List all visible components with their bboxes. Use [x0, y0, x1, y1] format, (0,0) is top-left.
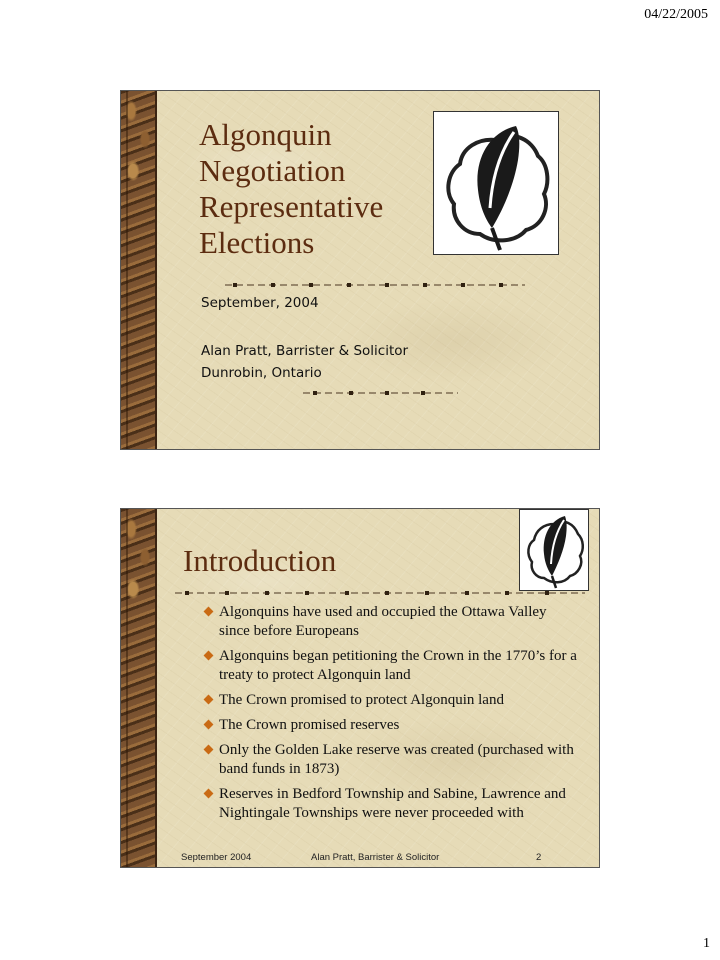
bullet-item: The Crown promised reserves: [201, 716, 581, 735]
title-line: Representative: [199, 189, 384, 224]
slide-1: [120, 90, 600, 450]
footer-author: Alan Pratt, Barrister & Solicitor: [311, 852, 440, 863]
feather-logo-icon: [519, 509, 589, 591]
feather-logo-icon: [433, 111, 559, 255]
title-line: Algonquin: [199, 117, 332, 152]
presenter-name: Alan Pratt, Barrister & Solicitor: [201, 343, 409, 359]
footer-date: September 2004: [181, 852, 252, 863]
presentation-date: September, 2004: [201, 295, 319, 311]
bullet-item: The Crown promised to protect Algonquin land: [201, 691, 581, 710]
bullet-item: Algonquins have used and occupied the Ottawa Valley since before Europeans: [201, 603, 581, 641]
page-date: 04/22/2005: [644, 7, 708, 22]
slide-2: [120, 508, 600, 868]
page-number: 1: [703, 936, 710, 951]
bullet-item: Reserves in Bedford Township and Sabine, Lawrence and Nightingale Townships were never proceeded with: [201, 785, 581, 823]
bullet-item: Algonquins began petitioning the Crown in the 1770’s for a treaty to protect Algonquin land: [201, 647, 581, 685]
footer-slide-number: 2: [536, 852, 542, 863]
decorative-divider: [225, 281, 525, 289]
title-line: Elections: [199, 225, 315, 260]
bullet-item: Only the Golden Lake reserve was created (purchased with band funds in 1873): [201, 741, 581, 779]
decorative-divider: [303, 389, 458, 397]
title-line: Negotiation: [199, 153, 346, 188]
bullet-list: [201, 603, 581, 829]
slide-1-title: [199, 117, 429, 261]
leaf-border-decoration: [121, 91, 157, 449]
decorative-divider: [175, 589, 585, 597]
presenter-location: Dunrobin, Ontario: [201, 365, 322, 381]
leaf-border-decoration: [121, 509, 157, 867]
slide-2-title: Introduction: [183, 543, 337, 578]
